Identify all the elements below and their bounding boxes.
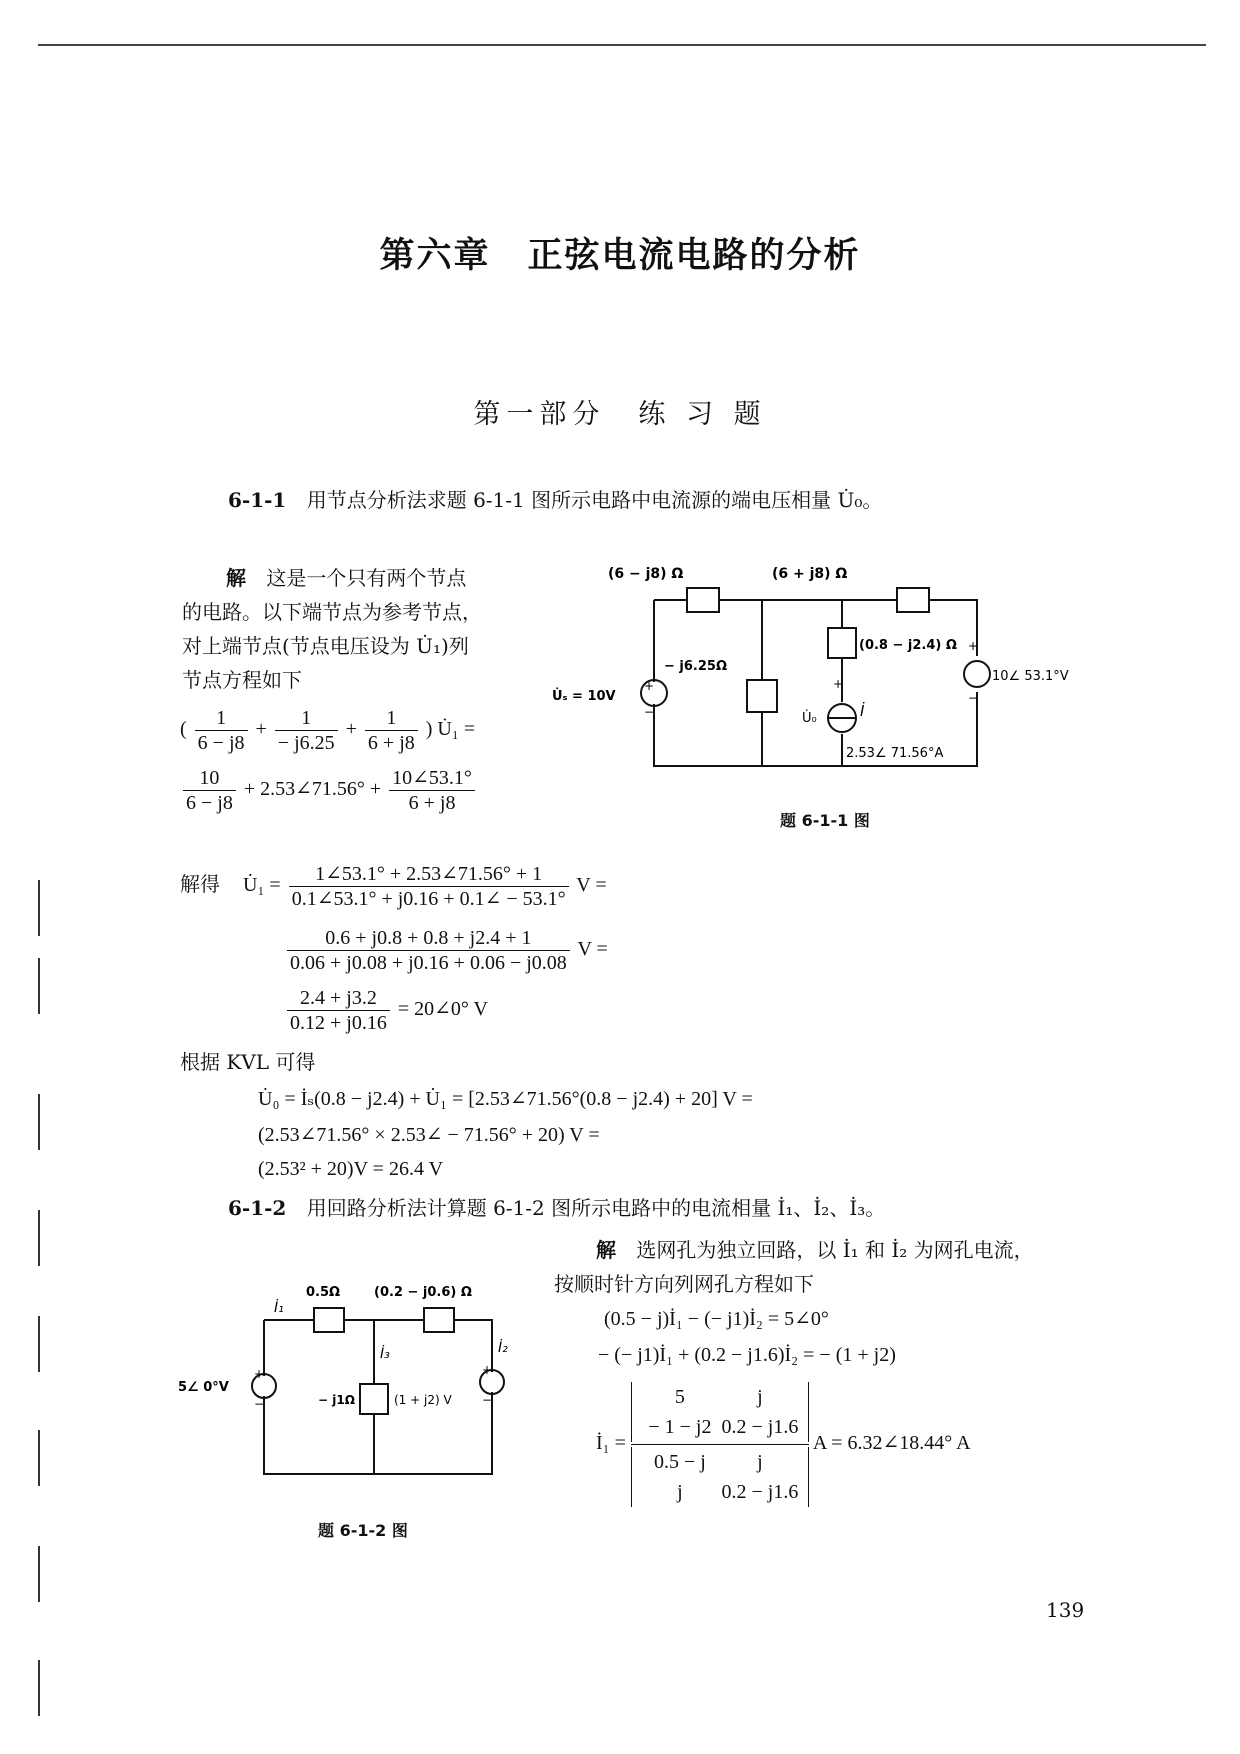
cramer-solution: İ₁ = 5 j − 1 − j2 0.2 − j1.6 0.5 − j j j 0.2 − j1.6 A = 6.32∠18.44° A [596,1382,971,1507]
plus-sign: + [644,679,655,693]
label-is: İ [860,702,865,720]
mesh-equation-b: − (− j1)İ₁ + (0.2 − j1.6)İ₂ = − (1 + j2) [598,1344,896,1366]
impedance-0.8-j2.4 [828,628,856,658]
solution-6-1-2-line1 [596,1234,1034,1266]
label-u0: U̇₀ [802,711,817,726]
voltage-source-right [964,661,990,687]
solution-intro-line1 [182,562,466,594]
page-number: 139 [1046,1598,1085,1622]
kvl-equation-3: (2.53² + 20)V = 26.4 V [258,1158,444,1180]
figure-caption-6-1-1: 题 6-1-1 图 [780,811,870,830]
impedance-0.2-j0.6 [424,1308,454,1332]
problem-number: 6-1-2 [228,1196,287,1220]
part-title: 第一部分 练 习 题 [473,399,767,430]
circuit-diagram-6-1-2 [178,1268,524,1488]
plus-sign: + [833,677,844,691]
node-equation-rhs: $\frac{10}{6 - j8}$ + 2.53∠71.56° + $\frac{10\angle 53.1^\circ}{6 + j8}$ [180,766,478,815]
label-v1: 5∠ 0°V [178,1380,229,1395]
solution-label: 解 [226,566,246,590]
label-r1: (6 − j8) Ω [608,566,684,582]
label-r3: (0.8 − j2.4) Ω [859,638,957,653]
determinant-fraction [631,1382,809,1507]
kvl-label: 根据 KVL 可得 [180,1050,316,1074]
resistor-0.5 [314,1308,344,1332]
problem-question: 用回路分析法计算题 6-1-2 图所示电路中的电流相量 İ₁、İ₂、İ₃。 [306,1196,886,1220]
label-v2: (1 + j2) V [394,1393,452,1407]
solution-intro-line3: 对上端节点(节点电压设为 U̇₁)列 [182,634,469,658]
margin-mark [38,1210,40,1266]
solution-intro-line4: 节点方程如下 [182,668,302,692]
label-r2: (6 + j8) Ω [772,566,848,582]
label-r2: (0.2 − j0.6) Ω [374,1285,472,1300]
minus-sign: − [644,705,655,719]
margin-mark [38,1430,40,1486]
impedance-6-j8 [687,588,719,612]
solution-6-1-2-line2: 按顺时针方向列网孔方程如下 [554,1272,814,1296]
problem-question: 用节点分析法求题 6-1-1 图所示电路中电流源的端电压相量 U̇₀。 [306,488,883,512]
problem-number: 6-1-1 [228,488,287,512]
label-i1: İ₁ [274,1300,284,1316]
minus-sign: − [968,691,979,705]
kvl-equation-2: (2.53∠71.56° × 2.53∠ − 71.56° + 20) V = [258,1124,600,1146]
solve-step-1: 解得 U̇₁ = $\frac{1\angle 53.1^\circ + 2.53\angle 71.56^\circ + 1}{0.1\angle 53.1^\circ + j0.16 + 0.1\angle - 53.1^\circ}$ V = [180,863,607,910]
margin-mark [38,880,40,936]
fraction: $\frac{10\angle 53.1^\circ}{6 + j8}$ [389,766,475,815]
circuit-diagram-6-1-1 [552,552,1112,788]
label-is-value: 2.53∠ 71.56°A [846,746,944,761]
fraction: $\frac{2.4 + j3.2}{0.12 + j0.16}$ [287,986,390,1035]
solve-step-3: $\frac{2.4 + j3.2}{0.12 + j0.16}$ = 20∠0° V [284,986,488,1035]
mesh-equation-a: (0.5 − j)İ₁ − (− j1)İ₂ = 5∠0° [604,1308,829,1330]
capacitor-j6.25 [747,680,777,712]
label-i2: İ₂ [498,1340,508,1356]
minus-sign: − [482,1393,493,1407]
solution-intro-line2: 的电路。以下端节点为参考节点， [182,600,482,624]
fraction: $\frac{1}{- j6.25}$ [275,706,338,755]
margin-mark [38,958,40,1014]
plus-sign: + [968,639,979,653]
fraction: $\frac{0.6 + j0.8 + 0.8 + j2.4 + 1}{0.06 + j0.08 + j0.16 + 0.06 - j0.08}$ [287,926,570,975]
node-equation-lhs: ( $\frac{1}{6 - j8}$ + $\frac{1}{- j6.25}$ + $\frac{1}{6 + j8}$ ) U̇₁ = [180,707,476,754]
problem-6-1-2 [228,1192,885,1224]
label-c1: − j1Ω [318,1393,355,1407]
determinant-numerator: 5 j − 1 − j2 0.2 − j1.6 [631,1382,809,1442]
plus-sign: + [254,1367,265,1381]
fraction: $\frac{1}{6 - j8}$ [195,706,248,755]
figure-caption-6-1-2: 题 6-1-2 图 [318,1521,408,1540]
problem-6-1-1 [228,484,882,516]
fraction: $\frac{1}{6 + j8}$ [365,706,418,755]
label-r1: 0.5Ω [306,1285,341,1300]
solution-text: 这是一个只有两个节点 [266,566,467,590]
margin-mark [38,1316,40,1372]
impedance-6+j8 [897,588,929,612]
determinant-denominator: 0.5 − j j j 0.2 − j1.6 [631,1447,809,1507]
kvl-equation-1: U̇₀ = İₛ(0.8 − j2.4) + U̇₁ = [2.53∠71.56°(0.8 − j2.4) + 20] V = [258,1088,753,1110]
capacitor-j1 [360,1384,388,1414]
fraction: $\frac{1\angle 53.1^\circ + 2.53\angle 71.56^\circ + 1}{0.1\angle 53.1^\circ + j0.16 + 0.1\angle - 53.1^\circ}$ [289,862,569,911]
label-i3: İ₃ [380,1346,390,1362]
solution-text: 选网孔为独立回路，以 İ₁ 和 İ₂ 为网孔电流， [636,1238,1034,1262]
plus-sign: + [482,1363,493,1377]
minus-sign: − [254,1397,265,1411]
margin-mark [38,1546,40,1602]
label-vs2: 10∠ 53.1°V [992,669,1069,684]
solve-step-2: $\frac{0.6 + j0.8 + 0.8 + j2.4 + 1}{0.06 + j0.08 + j0.16 + 0.06 - j0.08}$ V = [284,926,608,975]
label-c1: − j6.25Ω [664,659,728,674]
margin-mark [38,1660,40,1716]
fraction: $\frac{10}{6 - j8}$ [183,766,236,815]
solution-label: 解 [596,1238,616,1262]
chapter-title: 第六章 正弦电流电路的分析 [379,236,861,276]
label-vs1: U̇ₛ = 10V [552,689,616,704]
margin-mark [38,1094,40,1150]
header-rule [38,44,1206,46]
